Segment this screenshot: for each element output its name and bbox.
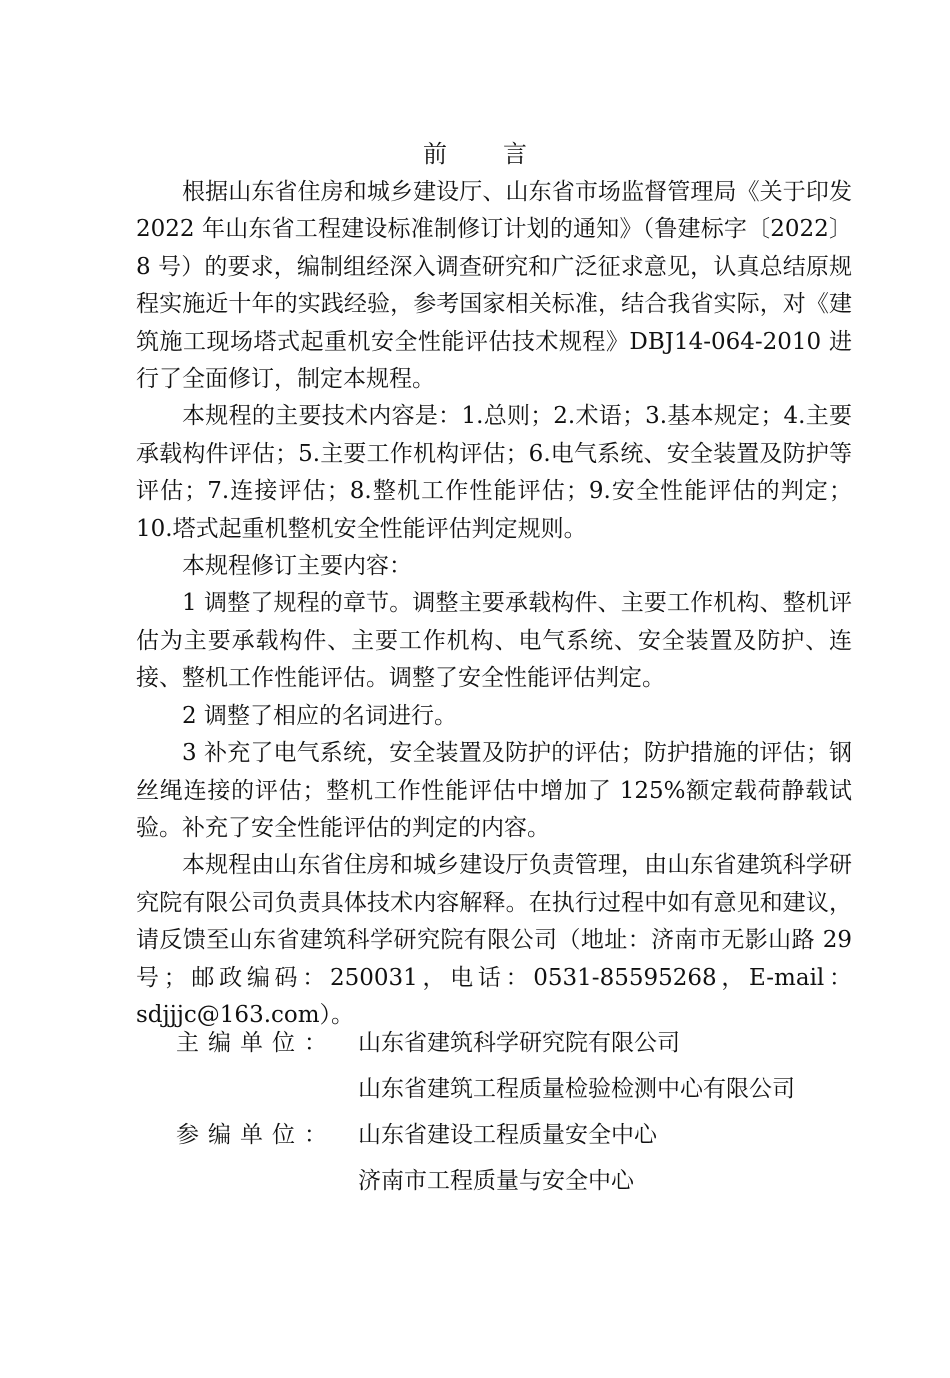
preface-body bbox=[136, 174, 852, 1034]
paragraph-revision-heading: 本规程修订主要内容： bbox=[182, 553, 412, 580]
chief-editor-list bbox=[358, 1020, 866, 1112]
paragraph-revision-1: 1 调整了规程的章节。调整主要承载构件、主要工作机构、整机评估为主要承载构件、主要工作机构、电气系统、安全装置及防护、连接、整机工作性能评估。调整了安全性能评估判定。 bbox=[136, 590, 852, 692]
chief-editor-unit: 山东省建筑科学研究院有限公司 bbox=[358, 1030, 680, 1056]
paragraph-revision-2: 2 调整了相应的名词进行。 bbox=[182, 702, 457, 729]
participating-editor-unit: 山东省建设工程质量安全中心 bbox=[358, 1122, 657, 1148]
participating-editor-unit: 济南市工程质量与安全中心 bbox=[358, 1168, 634, 1194]
participating-editor-row bbox=[176, 1112, 866, 1204]
chief-editor-label: 主编单位： bbox=[176, 1030, 336, 1056]
editing-units bbox=[176, 1020, 866, 1204]
participating-editor-list bbox=[358, 1112, 866, 1204]
paragraph-background: 根据山东省住房和城乡建设厅、山东省市场监督管理局《关于印发 2022 年山东省工程建设标准制修订计划的通知》（鲁建标字〔2022〕8 号）的要求，编制组经深入调查研究和广泛征求意见，认真总结原规程实施近十年的实践经验，参考国家相关标准，结合我省实际，对《建筑施工现场塔式起重机安全性能评估技术规程》DBJ14-064-2010 进行了全面修订，制定本规程。 bbox=[136, 179, 852, 393]
paragraph-revision-3: 3 补充了电气系统，安全装置及防护的评估；防护措施的评估；钢丝绳连接的评估；整机工作性能评估中增加了 125%额定载荷静载试验。补充了安全性能评估的判定的内容。 bbox=[136, 740, 852, 841]
page-title: 前言 bbox=[423, 140, 583, 168]
participating-editor-label: 参编单位： bbox=[176, 1122, 336, 1148]
paragraph-main-content: 本规程的主要技术内容是：1.总则；2.术语；3.基本规定；4.主要承载构件评估；5.主要工作机构评估；6.电气系统、安全装置及防护等评估；7.连接评估；8.整机工作性能评估；9.安全性能评估的判定；10.塔式起重机整机安全性能评估判定规则。 bbox=[136, 403, 852, 542]
paragraph-management: 本规程由山东省住房和城乡建设厅负责管理，由山东省建筑科学研究院有限公司负责具体技术内容解释。在执行过程中如有意见和建议，请反馈至山东省建筑科学研究院有限公司（地址：济南市无影山路 29 号；邮政编码：250031，电话：0531-85595268，E-mail：sdjjjc@163.com）。 bbox=[136, 852, 852, 1028]
chief-editor-unit: 山东省建筑工程质量检验检测中心有限公司 bbox=[358, 1076, 795, 1102]
chief-editor-row bbox=[176, 1020, 866, 1112]
